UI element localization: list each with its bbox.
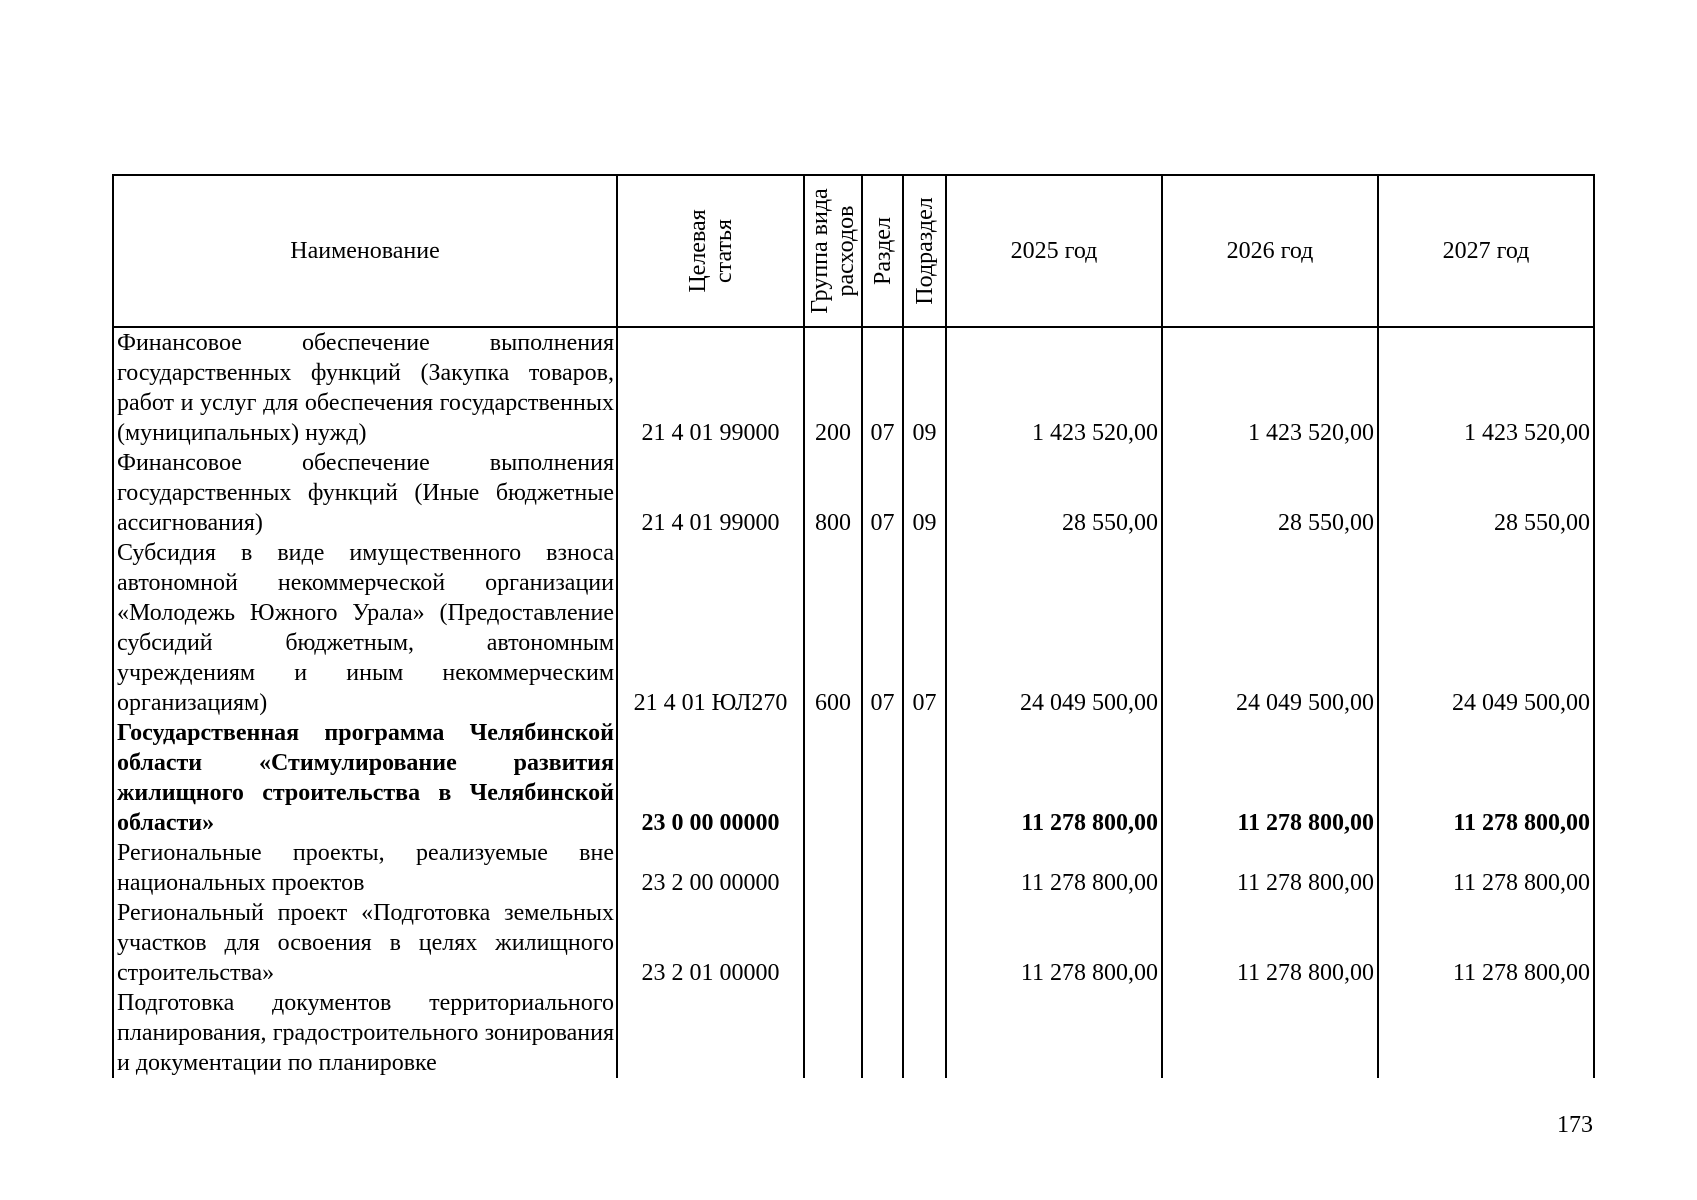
cell-2025: 11 278 800,00 [946,898,1162,988]
cell-2026: 11 278 800,00 [1162,898,1378,988]
cell-2025 [946,988,1162,1078]
cell-target-article: 23 2 00 00000 [617,838,804,898]
cell-expense-group [804,718,862,838]
cell-2027: 11 278 800,00 [1378,838,1594,898]
header-section: Раздел [862,175,903,327]
cell-target-article: 23 2 01 00000 [617,898,804,988]
cell-2027: 24 049 500,00 [1378,538,1594,718]
cell-section: 07 [862,327,903,448]
cell-section [862,718,903,838]
cell-target-article: 23 0 00 00000 [617,718,804,838]
cell-2026: 1 423 520,00 [1162,327,1378,448]
cell-2027 [1378,988,1594,1078]
cell-name: Подготовка документов территориального планирования, градостроительного зонирования и документации по планировке [113,988,617,1078]
cell-2026: 28 550,00 [1162,448,1378,538]
cell-name: Финансовое обеспечение выполнения государственных функций (Закупка товаров, работ и услуг для обеспечения государственных (муниципальных) нужд) [113,327,617,448]
cell-section [862,898,903,988]
cell-2025: 11 278 800,00 [946,838,1162,898]
cell-name: Государственная программа Челябинской области «Стимулирование развития жилищного строительства в Челябинской области» [113,718,617,838]
cell-subsection: 09 [903,448,946,538]
cell-name: Региональный проект «Подготовка земельных участков для освоения в целях жилищного строительства» [113,898,617,988]
cell-name: Субсидия в виде имущественного взноса автономной некоммерческой организации «Молодежь Южного Урала» (Предоставление субсидий бюджетным, автономным учреждениям и иным некоммерческим организациям) [113,538,617,718]
cell-name: Финансовое обеспечение выполнения государственных функций (Иные бюджетные ассигнования) [113,448,617,538]
cell-section: 07 [862,448,903,538]
table-row [113,538,1594,718]
cell-2025: 24 049 500,00 [946,538,1162,718]
cell-expense-group: 600 [804,538,862,718]
table-row [113,838,1594,898]
cell-subsection [903,898,946,988]
table-row [113,718,1594,838]
cell-2026 [1162,988,1378,1078]
cell-expense-group: 800 [804,448,862,538]
cell-2027: 28 550,00 [1378,448,1594,538]
cell-expense-group [804,838,862,898]
header-name: Наименование [113,175,617,327]
table-header-row [113,175,1594,327]
cell-expense-group: 200 [804,327,862,448]
cell-section: 07 [862,538,903,718]
table-row [113,448,1594,538]
cell-2026: 11 278 800,00 [1162,718,1378,838]
table-body [113,327,1594,1078]
cell-2027: 11 278 800,00 [1378,898,1594,988]
cell-expense-group [804,988,862,1078]
header-year-2027: 2027 год [1378,175,1594,327]
cell-2026: 11 278 800,00 [1162,838,1378,898]
cell-subsection [903,838,946,898]
cell-subsection: 09 [903,327,946,448]
table-row [113,898,1594,988]
cell-expense-group [804,898,862,988]
cell-section [862,838,903,898]
header-year-2025: 2025 год [946,175,1162,327]
budget-table [112,174,1595,1078]
page-number: 173 [1557,1112,1593,1138]
cell-target-article [617,988,804,1078]
cell-name: Региональные проекты, реализуемые вне национальных проектов [113,838,617,898]
cell-target-article: 21 4 01 99000 [617,448,804,538]
cell-subsection [903,718,946,838]
cell-target-article: 21 4 01 99000 [617,327,804,448]
header-subsection: Подраздел [903,175,946,327]
table-row [113,988,1594,1078]
cell-2027: 11 278 800,00 [1378,718,1594,838]
cell-section [862,988,903,1078]
cell-2025: 28 550,00 [946,448,1162,538]
cell-subsection [903,988,946,1078]
cell-2025: 1 423 520,00 [946,327,1162,448]
cell-2025: 11 278 800,00 [946,718,1162,838]
cell-subsection: 07 [903,538,946,718]
header-year-2026: 2026 год [1162,175,1378,327]
cell-2027: 1 423 520,00 [1378,327,1594,448]
header-expense-group: Группа вида расходов [804,175,862,327]
cell-target-article: 21 4 01 ЮЛ270 [617,538,804,718]
header-target-article: Целевая статья [617,175,804,327]
table-row [113,327,1594,448]
cell-2026: 24 049 500,00 [1162,538,1378,718]
